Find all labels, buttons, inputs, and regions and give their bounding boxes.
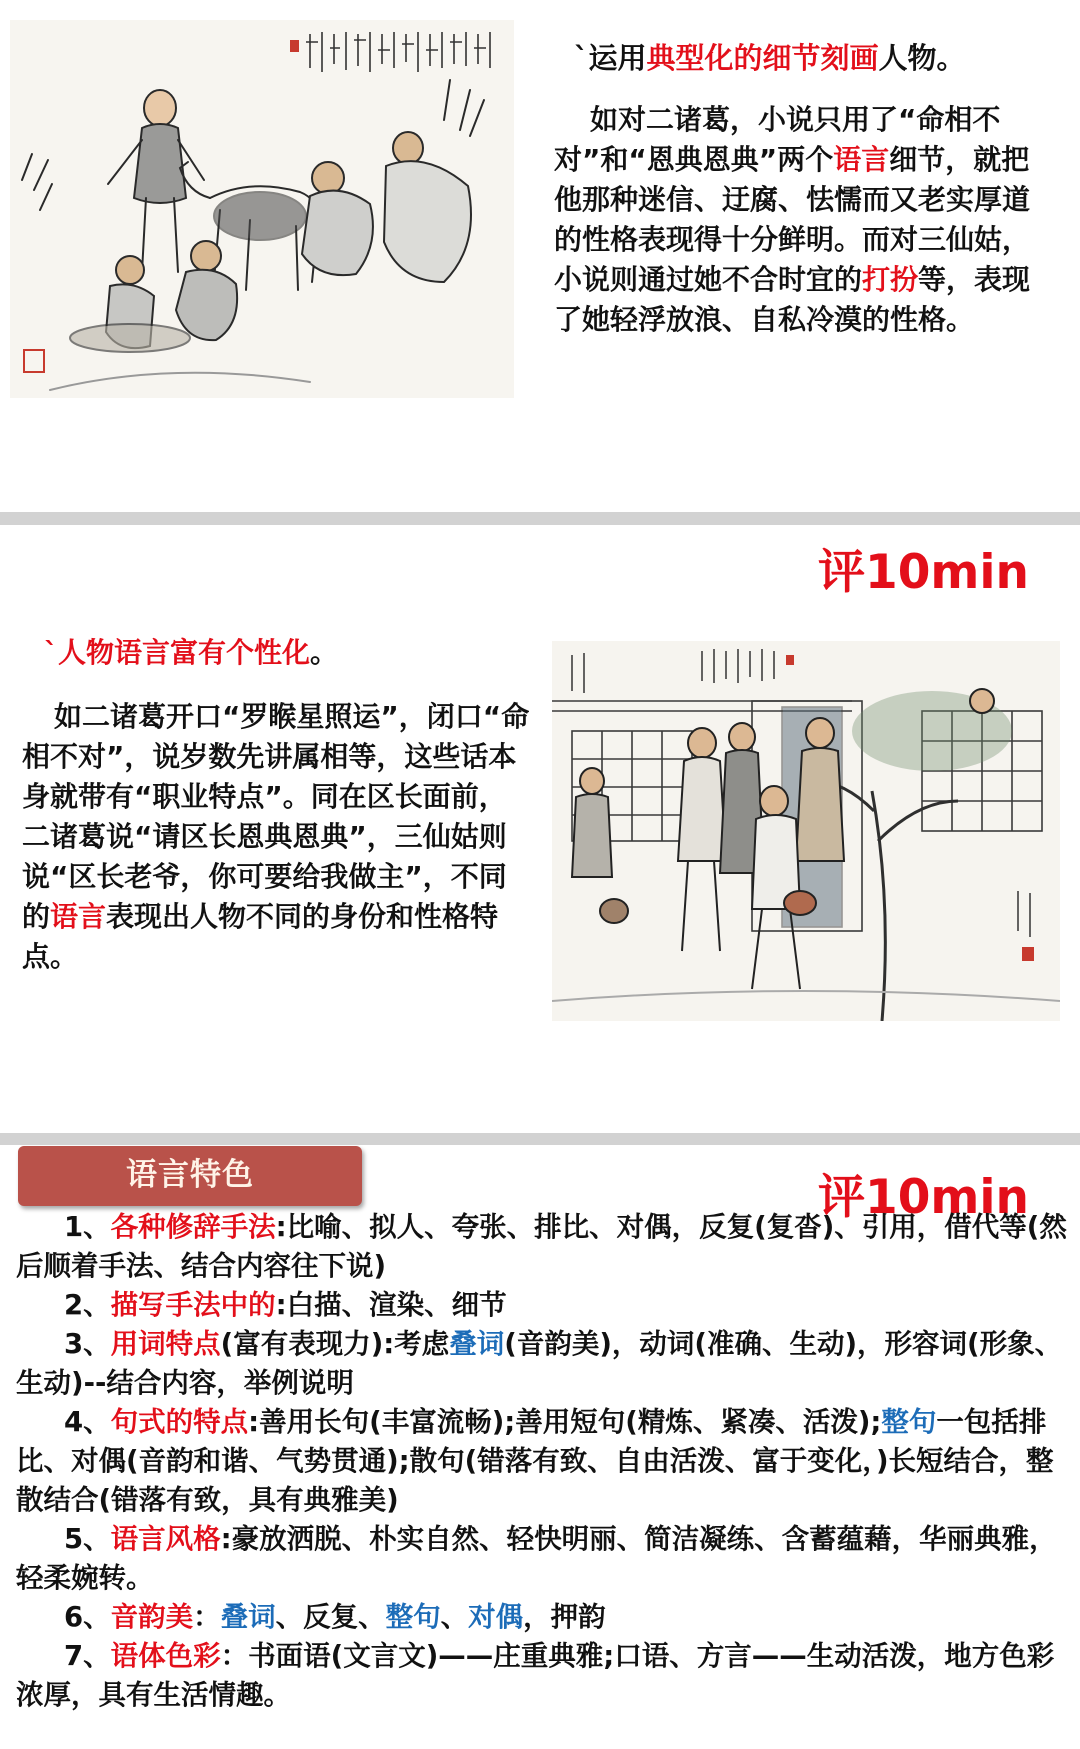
- time-label: 评10min: [818, 545, 1029, 600]
- slide-individual-language: [0, 525, 1080, 1133]
- paragraph-text: 等，表现了她轻浮放浪、自私冷漠的性格。: [554, 263, 1031, 336]
- keyword-reduplication: 叠词: [449, 1328, 505, 1360]
- keyword-antithesis: 对偶: [468, 1601, 524, 1633]
- heading-prefix: `运用: [574, 41, 647, 75]
- slide-language-features: [0, 1145, 1080, 1749]
- heading-highlight: 典型化的细节刻画: [646, 41, 879, 75]
- item-number: 3、: [64, 1328, 111, 1360]
- heading-suffix: 人物。: [878, 41, 966, 75]
- list-item: [16, 1325, 1070, 1403]
- list-item: [16, 1208, 1070, 1286]
- slide-typical-detail: [0, 0, 1080, 512]
- item-number: 7、: [64, 1640, 111, 1672]
- keyword-language: 语言: [833, 143, 890, 176]
- section-tab-label: 语言特色: [126, 1157, 254, 1193]
- section-divider: [0, 512, 1080, 525]
- ink-illustration-villagers: [10, 20, 514, 398]
- item-text: 、反复、: [275, 1601, 386, 1633]
- item-label: 句式的特点: [110, 1406, 249, 1438]
- paragraph-text: 如二诸葛开口“罗睺星照运”，闭口“命相不对”，说岁数先讲属相等，这些话本身就带有“职业特点”。同在区长面前，二诸葛说“请区长恩典恩典”，三仙姑则说“区长老爷，你可要给我做主”，不同的: [22, 700, 530, 933]
- keyword-dress: 打扮: [862, 263, 919, 296]
- section-tab: [18, 1146, 362, 1206]
- keyword-language: 语言: [50, 900, 107, 933]
- item-label: 用词特点: [110, 1328, 221, 1360]
- paragraph-text: 表现出人物不同的身份和性格特点。: [22, 900, 499, 973]
- item-label: 音韵美: [110, 1601, 194, 1633]
- item-text: ，押韵: [523, 1601, 606, 1633]
- item-text: 一包括排比、对偶(音韵和谐、气势贯通);散句(错落有致、自由活泼、富于变化，)长短结合，整散结合(错落有致，具有典雅美): [16, 1406, 1054, 1516]
- list-item: [16, 1520, 1070, 1598]
- panel1-heading: [574, 36, 966, 77]
- keyword-reduplication: 叠词: [220, 1601, 276, 1633]
- ink-illustration-courtyard: [552, 641, 1060, 1021]
- heading-highlight: `人物语言富有个性化: [44, 636, 311, 669]
- item-number: 1、: [64, 1211, 111, 1243]
- item-text: 、: [440, 1601, 469, 1633]
- item-text: :豪放洒脱、朴实自然、轻快明丽、简洁凝练、含蓄蕴藉，华丽典雅，轻柔婉转。: [16, 1523, 1057, 1594]
- time-label: 评10min: [818, 1170, 1029, 1225]
- heading-suffix: 。: [310, 636, 339, 669]
- item-number: 5、: [64, 1523, 111, 1555]
- item-text: (音韵美)，动词(准确、生动)，形容词(形象、生动)--结合内容，举例说明: [16, 1328, 1063, 1399]
- item-text: ：: [193, 1601, 221, 1633]
- item-label: 描写手法中的: [110, 1289, 276, 1321]
- item-number: 2、: [64, 1289, 111, 1321]
- list-item: [16, 1286, 1070, 1325]
- feature-list: [16, 1208, 1070, 1715]
- item-text: :善用长句(丰富流畅);善用短句(精炼、紧凑、活泼);: [248, 1406, 882, 1438]
- paragraph-text: 细节，就把他那种迷信、迂腐、怯懦而又老实厚道的性格表现得十分鲜明。而对三仙姑，小说则通过她不合时宜的: [554, 143, 1031, 296]
- section-divider: [0, 1133, 1080, 1145]
- item-label: 各种修辞手法: [110, 1211, 276, 1243]
- keyword-parallel-sentence: 整句: [385, 1601, 441, 1633]
- list-item: [16, 1403, 1070, 1520]
- item-text: ：书面语(文言文)——庄重典雅;口语、方言——生动活泼，地方色彩浓厚，具有生活情趣。: [16, 1640, 1055, 1711]
- keyword-parallel-sentence: 整句: [881, 1406, 937, 1438]
- item-number: 6、: [64, 1601, 111, 1633]
- list-item: [16, 1598, 1070, 1637]
- panel2-paragraph: [22, 697, 534, 977]
- item-text: :比喻、拟人、夸张、排比、对偶，反复(复沓)、引用，借代等(然后顺着手法、结合内容往下说): [16, 1211, 1067, 1282]
- item-number: 4、: [64, 1406, 111, 1438]
- item-text: :白描、渲染、细节: [275, 1289, 507, 1321]
- panel2-heading: [44, 631, 338, 671]
- item-label: 语言风格: [110, 1523, 221, 1555]
- list-item: [16, 1637, 1070, 1715]
- paragraph-text: 如对二诸葛，小说只用了“命相不对”和“恩典恩典”两个: [554, 103, 1001, 176]
- item-label: 语体色彩: [110, 1640, 221, 1672]
- item-text: (富有表现力):考虑: [220, 1328, 450, 1360]
- panel1-paragraph: [554, 100, 1054, 340]
